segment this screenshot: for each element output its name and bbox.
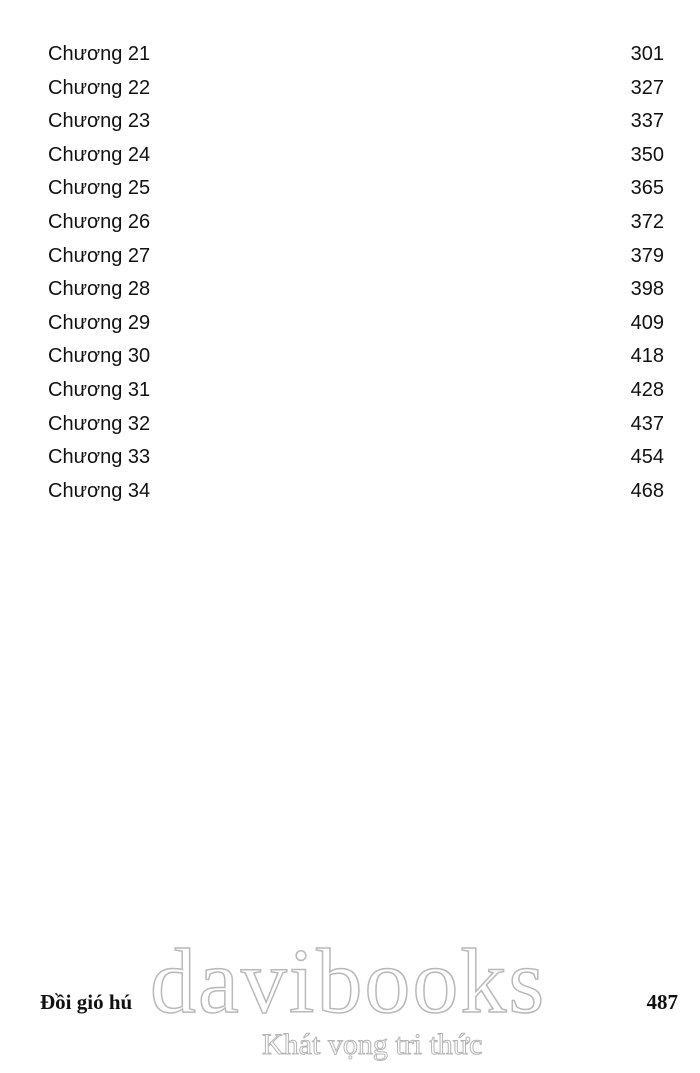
- footer-page-number: 487: [646, 990, 678, 1014]
- toc-entry: [48, 408, 664, 442]
- toc-page-number: 372: [630, 210, 664, 233]
- toc-chapter-label: Chương 33: [48, 446, 151, 469]
- toc-page-number: 301: [630, 43, 664, 65]
- toc-page-number: 337: [630, 110, 664, 133]
- toc-page-number: 437: [630, 412, 664, 435]
- toc-chapter-label: Chương 27: [48, 244, 151, 267]
- toc-page-number: 327: [630, 76, 664, 99]
- toc-entry: [48, 38, 664, 72]
- toc-page-number: 398: [630, 278, 664, 301]
- toc-chapter-label: Chương 28: [48, 278, 151, 301]
- toc-chapter-label: Chương 29: [48, 311, 151, 334]
- toc-chapter-label: Chương 30: [48, 345, 151, 368]
- toc-entry: [48, 307, 664, 341]
- watermark-tagline: Khát vọng tri thức: [262, 1028, 483, 1061]
- toc-chapter-label: Chương 32: [48, 412, 151, 435]
- toc-entry: [48, 441, 664, 475]
- toc-entry: [48, 72, 664, 106]
- toc-chapter-label: Chương 31: [48, 378, 151, 401]
- toc-page-number: 428: [630, 378, 664, 401]
- toc-entry: [48, 374, 664, 408]
- toc-entry: [48, 139, 664, 173]
- toc-page-number: 468: [630, 479, 664, 502]
- toc-entry: [48, 105, 664, 139]
- toc-chapter-label: Chương 22: [48, 76, 151, 99]
- toc-entry: [48, 340, 664, 374]
- toc-page-number: 350: [630, 143, 664, 166]
- table-of-contents: [48, 38, 664, 508]
- toc-chapter-label: Chương 21: [48, 43, 151, 65]
- toc-page-number: 409: [630, 311, 664, 334]
- toc-chapter-label: Chương 25: [48, 177, 151, 200]
- toc-page-number: 418: [630, 345, 664, 368]
- toc-chapter-label: Chương 24: [48, 143, 151, 166]
- toc-entry: [48, 172, 664, 206]
- running-footer-book-title: Đồi gió hú: [40, 990, 133, 1014]
- watermark-brand: davibooks: [150, 930, 547, 1032]
- toc-chapter-label: Chương 23: [48, 110, 151, 133]
- toc-page-number: 454: [630, 446, 664, 469]
- toc-page-number: 379: [630, 244, 664, 267]
- toc-entry: [48, 206, 664, 240]
- toc-entry: [48, 240, 664, 274]
- toc-chapter-label: Chương 34: [48, 479, 151, 502]
- toc-chapter-label: Chương 26: [48, 210, 151, 233]
- toc-entry: [48, 475, 664, 509]
- toc-entry: [48, 273, 664, 307]
- toc-page-number: 365: [630, 177, 664, 200]
